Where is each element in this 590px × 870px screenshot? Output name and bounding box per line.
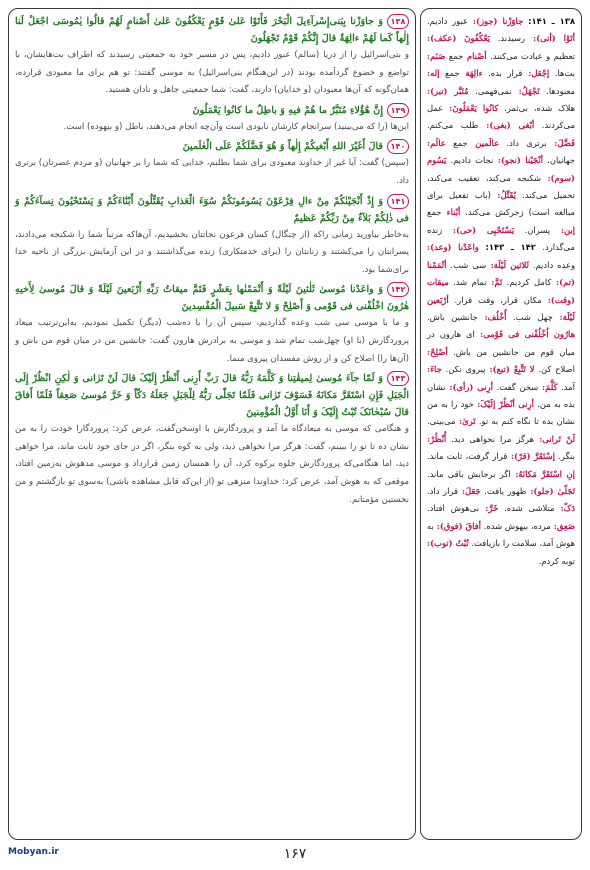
gloss-meaning: متلاشی شده. xyxy=(498,503,555,514)
ayah-text xyxy=(15,281,409,315)
gloss-meaning: توبه کردم. xyxy=(538,555,575,566)
gloss-term: تُبْتُ (توب): xyxy=(427,538,469,549)
gloss-term: مُتَبَّر (تبر): xyxy=(427,85,469,96)
ayah-text xyxy=(15,370,409,421)
verse-number-badge: ۱۳۸ xyxy=(387,14,409,29)
verse-translation: (سپس) گفت: آیا غیر از خداوند معبودی برای شما بطلبم، خدایی که شما را بر جهانیان (و مردم عصرتان) برتری داد. xyxy=(15,158,409,186)
gloss-term: أُخْلُف: xyxy=(477,311,507,322)
gloss-meaning: جهانیان. xyxy=(542,155,575,166)
gloss-term: کَلَّمَ: xyxy=(538,381,558,392)
gloss-meaning: اصلاح کن. xyxy=(534,364,575,375)
gloss-term: یَسُوم (سوم): xyxy=(427,155,575,183)
gloss-term: لا تَتَّبِعْ (تبع): xyxy=(485,364,535,375)
verses-panel xyxy=(8,8,416,840)
gloss-term: میقات (وقت): xyxy=(427,277,575,305)
gloss-meaning: جمع xyxy=(427,207,442,218)
gloss-meaning: قرار داد. xyxy=(427,485,459,496)
gloss-meaning: عبور دادیم. xyxy=(427,16,468,26)
gloss-meaning: جمع xyxy=(445,137,468,148)
gloss-meaning: تمام شد. xyxy=(448,277,487,288)
site-name: Mobyan.ir xyxy=(8,847,59,857)
gloss-meaning: جمع xyxy=(445,50,464,61)
gloss-term: إنِ اسْتَقَرَّ مَکانَهُ: xyxy=(510,468,575,479)
gloss-meaning: خود را به من نشان بده تا نگاه کنم به تو. xyxy=(427,398,575,427)
gloss-meaning: بنگر. xyxy=(554,451,575,462)
gloss-meaning: مکان قرار، وقت قرار. xyxy=(448,294,542,305)
ayah-text xyxy=(15,193,409,227)
verse-translation: به‌خاطر بیاورید زمانی راکه (از چنگال) کسان فرعون نجاتتان بخشیدیم، آن‌هاکه مرتباً شما را شکنجه می‌دادند، پسرانتان را می‌کشتند و زنانتان را (برای خدمتکاری) زنده می‌گذاشتند و در این آزمایش بزرگی از ناحیه خدا برای‌شما بود. xyxy=(15,229,409,275)
gloss-meaning: معبودها. xyxy=(539,85,575,96)
gloss-term: یُقَتِّلُ: xyxy=(490,190,516,201)
gloss-term: یَعْکُفُونَ (عکف): xyxy=(427,33,490,44)
gloss-meaning: (باب تفعیل برای مبالغه است) زجرکش می‌کند. xyxy=(427,190,575,218)
gloss-term: تَجْهَلُ: xyxy=(511,85,540,96)
verse-141 xyxy=(15,193,409,280)
verse-140 xyxy=(15,138,409,190)
verse-138 xyxy=(15,13,409,100)
page-number: ۱۶۷ xyxy=(283,846,307,862)
ayah-arabic: وَ لَمّا جآءَ مُوسیٰ لِمیقٰتِنا وَ کَلَّمَهُ رَبُّهُ قالَ رَبِّ أَرِنی أَنْظُرْ إِلَیْکَ قالَ لَنْ تَرٰانی وَ لٰکِنِ انْظُرْ إِلَی الْجَبَلِ فَإِنِ اسْتَقَرَّ مَکانَهُ فَسَوْفَ تَرٰانی فَلَمّا تَجَلّٰی رَبُّهُ لِلْجَبَلِ جَعَلَهُ دَکّاً وَ خَرَّ مُوسیٰ صَعِقاً فَلَمّا أَفاقَ قالَ سُبْحٰانَکَ تُبْتُ إِلَیْکَ وَ أَنَا أَوَّلُ الْمُؤْمِنینَ xyxy=(15,373,409,419)
gloss-meaning: جانشین باش. xyxy=(427,311,478,322)
gloss-term: أرِنی أنْظُرْ إلَیْکَ: xyxy=(473,398,534,409)
gloss-meaning: هرگز مرا نخواهی دید. xyxy=(446,433,534,444)
gloss-meaning: شکنجه می‌کند، تعقیب می‌کند، تحمیل می‌کند. xyxy=(427,172,576,201)
gloss-range: ۱۴۲ ـ ۱۴۳: xyxy=(478,242,536,253)
gloss-meaning: پیروی نکن. xyxy=(441,364,486,375)
verse-number-badge: ۱۴۳ xyxy=(387,371,409,386)
verse-translation: این‌ها (را که می‌بینید) سرانجام کارشان نابودی است وآن‌چه انجام می‌دهند، باطل (و بیهوده) است. xyxy=(63,121,409,132)
gloss-range: ۱۳۸ ـ ۱۴۱: xyxy=(523,16,575,26)
gloss-term: صَعِق: xyxy=(550,520,575,531)
gloss-meaning: نجات دادیم. xyxy=(446,155,494,166)
gloss-meaning: ظهور یافت. xyxy=(480,485,527,496)
gloss-term: صَنَم: xyxy=(427,50,446,61)
gloss-term: إسْتَقَرَّ (قرّ): xyxy=(507,451,555,462)
gloss-term: خَرَّ: xyxy=(479,503,499,514)
gloss-meaning: مرده، بیهوش شده. xyxy=(480,520,551,531)
verse-143 xyxy=(15,370,409,509)
gloss-meaning: پسران. xyxy=(514,224,551,235)
glossary-text xyxy=(427,13,575,570)
gloss-meaning: چهل شب. xyxy=(506,311,553,322)
gloss-meaning: نشان بده به من. xyxy=(427,381,575,409)
verse-number-badge: ۱۳۹ xyxy=(387,103,409,118)
gloss-term: أبْغی (بغی): xyxy=(478,120,535,131)
gloss-term: یَسْتَحْیِی (حی): xyxy=(442,224,515,235)
gloss-meaning: سی شب. xyxy=(446,259,487,270)
gloss-meaning: قرار گرفت، ثابت ماند. xyxy=(427,451,508,462)
gloss-term: إله: xyxy=(427,68,440,79)
gloss-term: واعَدْنا (وعد): xyxy=(427,242,479,253)
gloss-term: جاءَ: xyxy=(427,364,442,375)
gloss-meaning: جمع xyxy=(439,68,460,79)
gloss-term: أنْجَیْنا (نجو): xyxy=(493,155,543,166)
ayah-arabic: وَ واعَدْنا مُوسیٰ ثَلٰثینَ لَیْلَةً وَ أَتْمَمْنٰها بِعَشْرٍ فَتَمَّ میقاتُ رَبِّهِ أَرْبَعینَ لَیْلَةً وَ قالَ مُوسیٰ لِأَخیهِ هٰرُونَ اخْلُفْنی فی قَوْمی وَ أَصْلِحْ وَ لا تَتَّبِعْ سَبیلَ الْمُفْسِدینَ xyxy=(15,284,409,313)
gloss-meaning: هلاک شده، بی‌ثمر. xyxy=(498,103,575,114)
gloss-meaning: ای هارون در میان قوم من جانشین من باش. xyxy=(427,329,575,357)
gloss-meaning: اگر برجایش باقی ماند. xyxy=(427,468,511,479)
gloss-term: أبْناء xyxy=(441,207,461,218)
gloss-meaning: زنده می‌گذارد. xyxy=(427,224,575,253)
gloss-term: جاوَزْنا (جوز): xyxy=(467,16,524,26)
ayah-text xyxy=(15,102,409,119)
ayah-arabic: إِنَّ هٰٓؤُلاءِ مُتَبَّرٌ ما هُمْ فیهِ وَ باطِلٌ ما کانُوا یَعْمَلُونَ xyxy=(192,104,383,116)
gloss-term: أفاقَ (فوق): xyxy=(433,520,481,531)
gloss-term: أتْمَمْنا (تم): xyxy=(427,259,575,288)
gloss-meaning: عمل می‌کردند. xyxy=(427,103,575,131)
gloss-term: تَریٰ: xyxy=(455,416,476,427)
ayah-text xyxy=(15,138,409,155)
verse-number-badge: ۱۴۲ xyxy=(387,282,409,297)
verse-142 xyxy=(15,281,409,368)
verse-number-badge: ۱۴۰ xyxy=(387,139,409,154)
gloss-meaning: نمی‌فهمی. xyxy=(468,85,512,96)
gloss-meaning: طلب می‌کنم. xyxy=(427,120,479,131)
ayah-arabic: قالَ أَغَیْرَ اللهِ أَبْغیکُمْ إِلٰهاً وَ هُوَ فَضَّلَکُمْ عَلَی الْعٰلَمینَ xyxy=(182,141,383,153)
gloss-term: عالَم: xyxy=(427,137,446,148)
ayah-arabic: وَ إِذْ أَنْجَیْنٰکُمْ مِنْ ءالِ فِرْعَوْنَ یَسُومُونَکُمْ سُوٓءَ الْعَذابِ یُقَتِّلُونَ أَبْنٰٓاءَکُمْ وَ یَسْتَحْیُونَ نِسآءَکُمْ وَ فی ذٰلِکُمْ بَلآءٌ مِنْ رَبِّکُمْ عَظیمٌ xyxy=(15,195,409,224)
gloss-meaning: قرار بده. xyxy=(482,68,523,79)
gloss-term: تَجَلّیٰ (جلو): xyxy=(526,485,575,496)
gloss-term: إجْعَل: xyxy=(522,68,550,79)
verse-translation: و هنگامی که موسی به میعادگاه ما آمد و پروردگارش با اوسخن‌گفت، عرض کرد: پروردگارا خودت را به من نشان ده تا تو را ببینم، گفت: هرگز مرا نخواهی دید، ولی به کوه بنگر، اگر در جای خود ثابت ماند، مرا خواهی دید، اما هنگامی‌که پروردگارش جلوه برکوه کرد، آن را همسان زمین قرارداد و موسی مدهوش به‌زمین افتاد، موقعی که به هوش آمد، عرض کرد: خداوندا منزهی تو (از این‌که قابل مشاهده باشی) به‌سوی تو بازگشتم و من نخستین مؤمنانم. xyxy=(15,424,409,505)
glossary-panel xyxy=(420,8,582,840)
verse-139 xyxy=(15,102,409,137)
gloss-meaning: آمد. xyxy=(557,381,575,392)
gloss-meaning: می‌بینی. xyxy=(427,416,456,427)
gloss-term: هارُون اُخْلُفْنی فی قَوْمی: xyxy=(474,329,575,340)
gloss-term: ثَلاثین لَیْلَة: xyxy=(486,259,529,270)
gloss-term: أصْلِحْ: xyxy=(427,346,448,357)
gloss-meaning: رسیدند. xyxy=(490,33,526,44)
gloss-term: عالَمین xyxy=(467,137,500,148)
gloss-term: دَکّ: xyxy=(554,503,575,514)
gloss-term: أرِنی (رأی): xyxy=(445,381,493,392)
gloss-term: تَمَّ: xyxy=(486,277,503,288)
gloss-term: أُنْظُرْ: xyxy=(427,433,447,444)
gloss-meaning: تعظیم و عبادت می‌کنند. xyxy=(486,50,575,61)
gloss-meaning: بی‌هوش افتاد. xyxy=(427,503,480,514)
gloss-term: أرْبَعین لَیْلَة: xyxy=(427,294,575,322)
gloss-meaning: کامل کردیم. xyxy=(502,277,552,288)
gloss-term: کانُوا یَعْمَلُونَ: xyxy=(443,103,499,114)
verse-number-badge: ۱۴۱ xyxy=(387,194,409,209)
gloss-term: ءالِهَة xyxy=(459,68,483,79)
gloss-term: فَضَّلَ: xyxy=(546,137,576,148)
gloss-meaning: وعده دادیم. xyxy=(528,259,575,270)
gloss-meaning: سخن گفت. xyxy=(492,381,539,392)
verse-translation: و ما با موسی سی شب وعده گذاردیم، سپس آن را با ده‌شب (دیگر) تکمیل نمودیم، به‌این‌ترتیب میعاد پروردگارش (با او) چهل‌شب تمام شد و موسی به برادرش هارون گفت: جانشین من در میان قوم من باش و (آن‌ها را) اصلاح کن و از روش مفسدان پیروی منما. xyxy=(15,318,409,364)
gloss-term: إبن: xyxy=(550,224,576,235)
ayah-arabic: وَ جاوَزْنا بِبَنی‌إِسْرآءِیلَ الْبَحْرَ فَأَتَوْا عَلیٰ قَوْمٍ یَعْکُفُونَ عَلیٰ أَصْنامٍ لَهُمْ قالُوا یٰمُوسَی اجْعَلْ لَنا إِلٰهاً کَما لَهُمْ ءالِهَةٌ قالَ إِنَّکُمْ قَوْمٌ تَجْهَلُونَ xyxy=(15,16,409,44)
gloss-term: لَنْ تَرانی: xyxy=(534,433,575,444)
gloss-term: جَعَلَ: xyxy=(458,485,481,496)
gloss-term: أصْنام xyxy=(463,50,487,61)
gloss-meaning: برتری داد. xyxy=(499,137,547,148)
gloss-term: أتَوْا (أتی): xyxy=(525,33,575,44)
verse-translation: و بنی‌اسرائیل را از دریا (سالم) عبور دادیم، پس در مسیر خود به جمعیتی رسیدند که اطراف بت‌هایشان، با تواضع و خضوع گردآمده بودند (در این‌هنگام بنی‌اسرائیل) به موسی گفتند: تو هم برای ما معبودی قرارده، همان‌گونه که آن‌ها معبودان (و خدایان) دارند، گفت: شما جمعیتی جاهل و نادان هستید. xyxy=(15,50,409,96)
gloss-meaning: به هوش آمد، سلامت را بازیافت. xyxy=(427,520,576,549)
ayah-text xyxy=(15,13,409,47)
gloss-meaning: بت‌ها. xyxy=(549,68,575,79)
